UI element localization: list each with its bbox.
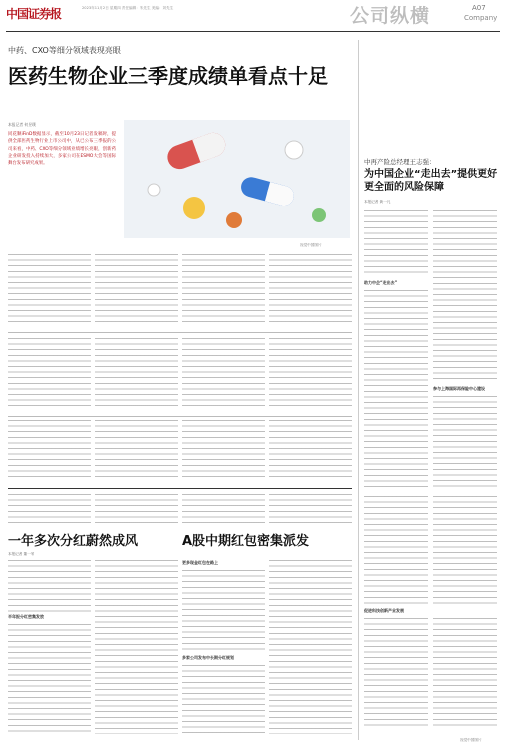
bottom-subhead-1: 半年报分红密集发放 [8,614,44,619]
right-subhead-2: 参与上海国际再保险中心建设 [433,386,485,391]
right-subhead-1: 助力中企“走出去” [364,280,398,285]
lead-abstract: 同花顺iFinD数据显示，截至10月23日记者发稿时，提供全部医药生物行业上市公司中，从已公布三季报的公司来看，中药、CXO等细分领域业绩增长亮眼，创新药企业研发投入持续加大，多家公司在ESMO大会等国际舞台发布研究成果。 [8,132,116,167]
lead-body-col-8 [269,338,352,410]
masthead [0,0,506,34]
section-title: 公司纵横 [350,5,431,27]
bottom-col-1b [8,624,91,734]
lead-body-col-2 [95,254,178,326]
right-body-b3 [433,496,497,604]
lead-body-col-5 [8,338,91,410]
lead-body-col-10 [95,420,178,478]
lead-body-col-6 [95,338,178,410]
newspaper-logo: 中国证券报 [6,7,62,21]
lead-photo-caption: 视觉中国图片 [300,243,322,247]
bottom-top-col-1 [8,494,91,524]
bottom-top-col-4 [269,494,352,524]
bottom-footnote: 视觉中国图片 [460,738,482,742]
lead-headline: 医药生物企业三季度成绩单看点十足 [8,64,328,88]
page-number: A07 [472,4,486,12]
section-title-en: Company [464,14,498,22]
lead-body-col-1 [8,254,91,326]
right-subhead-3: 促进科技创新产业发展 [364,608,404,613]
lead-body-col-12 [269,420,352,478]
right-body-a1 [364,210,428,276]
lead-abstract-box [8,122,116,240]
right-body-a4 [364,618,428,730]
bottom-subhead-2: 更多现金红包在路上 [182,560,218,565]
right-body-a2 [364,290,428,490]
bottom-col-3a [182,570,265,650]
lead-body-col-9 [8,420,91,478]
lead-body-col-4 [269,254,352,326]
bottom-byline: 本报记者 董一苇 [8,552,35,556]
lead-kicker: 中药、CXO等细分领域表现亮眼 [8,46,121,55]
bottom-top-col-3 [182,494,265,524]
bottom-subhead-3: 多家公司发布中长期分红规划 [182,655,234,660]
right-kicker: 中再产险总经理王志强： [364,158,436,166]
masthead-meta: 2023年11月2日 星期四 责任编辑：朱先生 美编：刘先生 [82,6,174,10]
right-body-b1 [433,210,497,380]
right-body-b4 [433,618,497,730]
lead-body-col-3 [182,254,265,326]
right-headline: 为中国企业“走出去”提供更好更全面的风险保障 [364,169,498,193]
bottom-col-3b [182,665,265,734]
bottom-headline-2: A股中期红包密集派发 [182,534,310,549]
lead-photo [124,120,350,238]
lead-byline: 本报记者 何昱璞 [8,122,36,127]
pill-illustration [124,120,350,238]
right-byline: 本报记者 黄一凡 [364,200,391,204]
right-body-a3 [364,496,428,604]
right-body-b2 [433,396,497,490]
lead-body-col-7 [182,338,265,410]
lead-body-col-11 [182,420,265,478]
bottom-col-4 [269,560,352,734]
bottom-col-2 [95,560,178,734]
bottom-top-col-2 [95,494,178,524]
bottom-headline-1: 一年多次分红蔚然成风 [8,534,139,549]
bottom-col-1a [8,560,91,612]
